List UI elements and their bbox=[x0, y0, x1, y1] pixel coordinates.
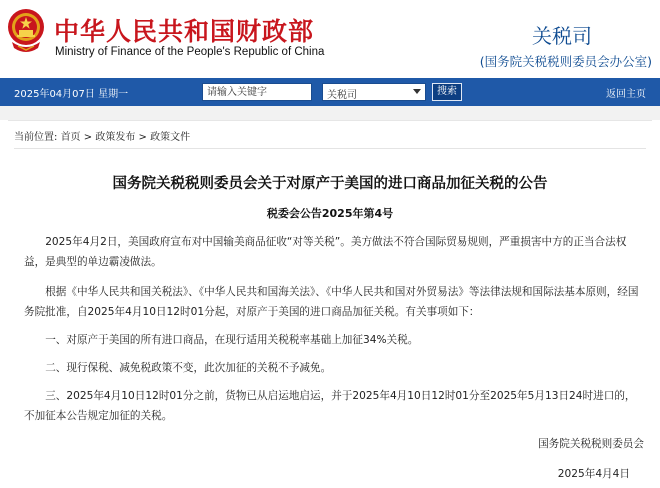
search-button[interactable]: 搜索 bbox=[432, 83, 462, 101]
article-paragraph: 一、对原产于美国的所有进口商品，在现行适用关税税率基础上加征34%关税。 bbox=[45, 334, 419, 346]
article-date: 2025年4月4日 bbox=[557, 468, 630, 480]
national-emblem-icon bbox=[6, 6, 46, 56]
breadcrumb-item-home[interactable]: 首页 bbox=[60, 132, 81, 143]
breadcrumb-separator: > bbox=[83, 132, 93, 143]
search-scope-value: 关税司 bbox=[327, 90, 357, 101]
article-paragraph: 二、现行保税、减免税政策不变，此次加征的关税不予减免。 bbox=[45, 362, 332, 374]
search-input[interactable] bbox=[202, 83, 312, 101]
chevron-down-icon bbox=[413, 89, 421, 94]
breadcrumb-separator: > bbox=[138, 132, 147, 143]
breadcrumb-item-policy-documents[interactable]: 政策文件 bbox=[150, 132, 191, 143]
article-signer: 国务院关税税则委员会 bbox=[538, 438, 644, 450]
article-title: 国务院关税税则委员会关于对原产于美国的进口商品加征关税的公告 bbox=[112, 176, 548, 192]
ministry-name-cn: 中华人民共和国财政部 bbox=[54, 17, 315, 46]
breadcrumb-label: 当前位置: bbox=[14, 132, 58, 143]
current-date: 2025年04月07日 星期一 bbox=[14, 89, 129, 100]
document-number: 税委会公告2025年第4号 bbox=[266, 207, 394, 220]
home-link[interactable]: 返回主页 bbox=[606, 89, 646, 100]
article-paragraph: 2025年4月2日，美国政府宣布对中国输美商品征收“对等关税”。美方做法不符合国际贸易规则，严重损害中方的正当合法权益，是典型的单边霸凌做法。 bbox=[24, 236, 627, 268]
nav-bar bbox=[0, 78, 660, 106]
breadcrumb bbox=[14, 128, 190, 143]
page-background-strip bbox=[0, 106, 660, 120]
article-paragraph: 根据《中华人民共和国关税法》、《中华人民共和国海关法》、《中华人民共和国对外贸易法》等法律法规和国际法基本原则，经国务院批准，自2025年4月10日12时01分起，对原产于美国的进口商品加征关税。有关事项如下： bbox=[24, 286, 639, 318]
department-name: 关税司 bbox=[532, 24, 592, 48]
article-paragraph: 三、2025年4月10日12时01分之前，货物已从启运地启运，并于2025年4月10日12时01分至2025年5月13日24时进口的，不加征本公告规定加征的关税。 bbox=[24, 390, 636, 422]
ministry-name-en: Ministry of Finance of the People's Republic of China bbox=[55, 46, 325, 58]
search-scope-select[interactable] bbox=[322, 83, 426, 101]
site-header bbox=[0, 0, 660, 78]
breadcrumb-divider bbox=[14, 148, 646, 149]
breadcrumb-item-policy-release[interactable]: 政策发布 bbox=[95, 132, 136, 143]
department-subtitle: (国务院关税税则委员会办公室) bbox=[479, 54, 652, 69]
